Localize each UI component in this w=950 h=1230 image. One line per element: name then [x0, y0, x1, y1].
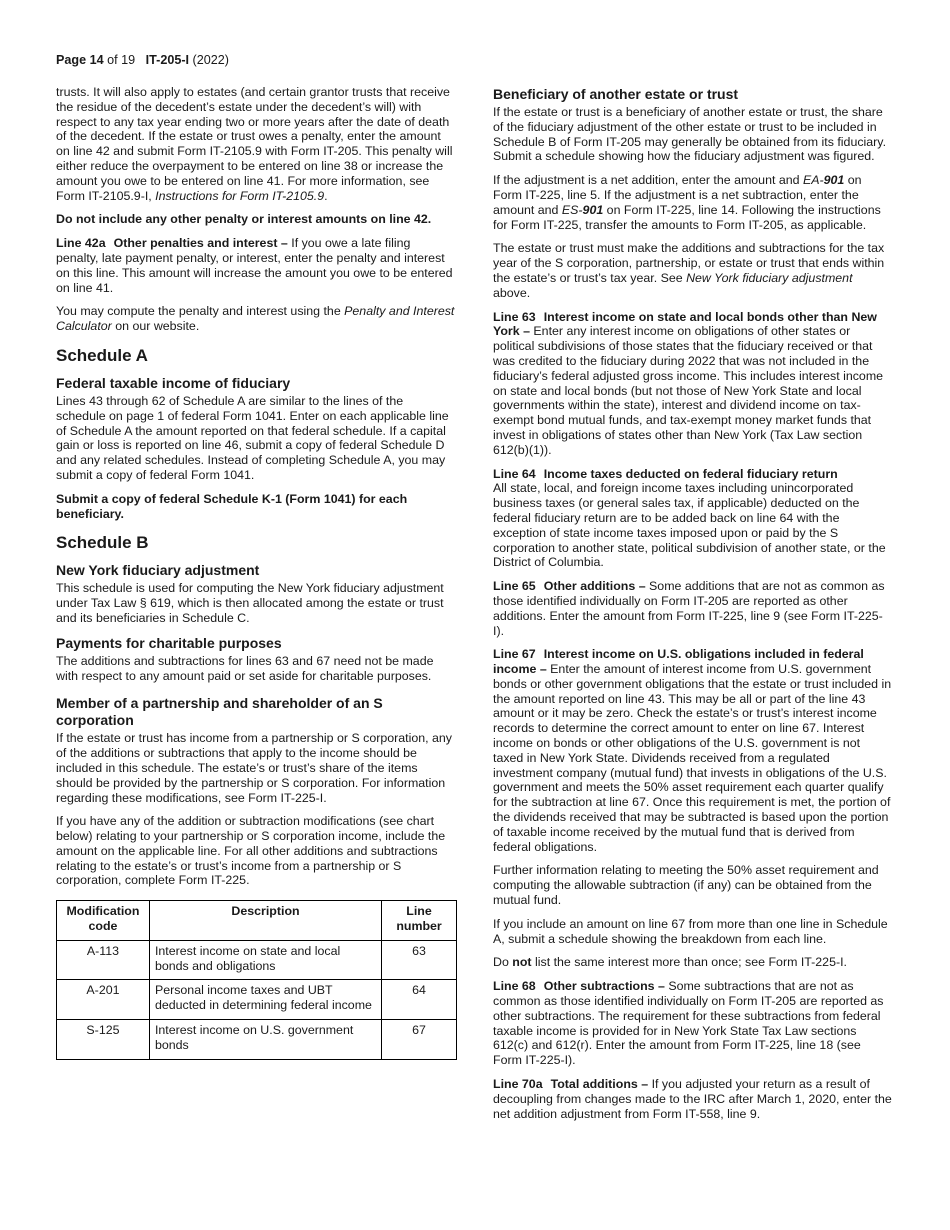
modification-description: Interest income on U.S. government bonds [149, 1020, 381, 1060]
partnership-heading: Member of a partnership and shareholder of an S corporation [56, 695, 383, 729]
table-row [57, 940, 457, 980]
beneficiary-heading: Beneficiary of another estate or trust [493, 86, 739, 102]
federal-taxable-income-text: Lines 43 through 62 of Schedule A are similar to the lines of the schedule on page 1 of federal Form 1041. Enter on each applicable line of Schedule A the amount reported on that federal schedule. If a capital gain or loss is reported on line 46, submit a copy of federal Schedule D and any related schedules. Instead of completing Schedule A, you may submit a copy of federal Form 1041. [56, 393, 449, 482]
table-header-row [57, 901, 457, 941]
modification-description: Interest income on state and local bonds and obligations [149, 940, 381, 980]
line-number: 64 [382, 980, 457, 1020]
table-header: Description [149, 901, 381, 941]
line-42a-paragraph: Line 42a Other penalties and interest – If you owe a late filing penalty, late payment penalty, or interest, enter the penalty and interest on this line. This amount will increase the amount you owe to be entered on line 41. [56, 236, 453, 295]
beneficiary-text-2: If the adjustment is a net addition, enter the amount and EA-901 on Form IT-225, line 5. If the adjustment is a net subtraction, enter the amount and ES-901 on Form IT-225, line 14. Following the instructions for Form IT-225, transfer the amounts to Form IT-205, as applicable. [493, 173, 881, 232]
charitable-purposes-text: The additions and subtractions for lines 63 and 67 need not be made with respect to any amount paid or set aside for charitable purposes. [56, 653, 434, 683]
ny-fiduciary-adjustment-heading: New York fiduciary adjustment [56, 562, 260, 579]
no-other-penalty-note: Do not include any other penalty or interest amounts on line 42. [56, 212, 432, 227]
line-64-paragraph: Line 64 Income taxes deducted on federal fiduciary return All state, local, and foreign income taxes including unincorporated business taxes (or general sales tax, if applicable) deducted on the federal fiduciary return are to be added back on line 64 with the exception of state income taxes imposed upon or paid by the S corporation to another state, political subdivision of another state, or the District of Columbia. [493, 466, 886, 570]
do-not-list-paragraph: Do not list the same interest more than once; see Form IT-225-I. [493, 955, 847, 970]
charitable-purposes-heading: Payments for charitable purposes [56, 634, 282, 651]
right-column [493, 86, 893, 1130]
modification-table [56, 900, 457, 1059]
modification-code: S-125 [57, 1020, 150, 1060]
form-year: (2022) [192, 53, 229, 67]
beneficiary-text-3: The estate or trust must make the additions and subtractions for the tax year of the S corporation, partnership, or estate or trust that ends within the estate’s or trust’s tax year. See New York fiduciary adjustment above. [493, 241, 885, 300]
calculator-paragraph: You may compute the penalty and interest using the Penalty and Interest Calculator on our website. [56, 304, 455, 334]
penalty-paragraph: trusts. It will also apply to estates (and certain grantor trusts that receive the residue of the decedent’s estate under the decedent’s will) with respect to any tax year ending two or more years after the date of death of the decedent. If the estate or trust owes a penalty, enter the amount on line 42 and submit Form IT-2105.9 with Form IT-205. This penalty will either reduce the overpayment to be entered on line 38 or increase the amount you owe to be entered on line 41. For more information, see Form IT-2105.9-I, Instructions for Form IT-2105.9. [56, 85, 453, 203]
line-70a-paragraph: Line 70a Total additions – If you adjusted your return as a result of decoupling from changes made to the IRC after March 1, 2020, enter the net addition adjustment from Form IT-558, line 9. [493, 1077, 892, 1121]
line-63-paragraph: Line 63 Interest income on state and local bonds other than New York – Enter any interest income on obligations of other states or political subdivisions of those states that the fiduciary received or that was credited to the fiduciary during 2022 that was not included in the fiduciary’s federal adjusted gross income. This includes interest income on state and local bonds (but not those of New York State and local governments within the state), interest and dividend income on tax-exempt bond mutual funds, and tax-exempt money market funds that invest in obligations of states other than New York (Tax Law section 612(b)(1)). [493, 309, 884, 457]
line-68-paragraph: Line 68 Other subtractions – Some subtractions that are not as common as those identified individually on Form IT-205 are reported as other subtractions. The requirement for these subtractions from federal taxable income is provided for in New York State Tax Law sections 612(c) and 612(r). Enter the amount from Form IT-225, line 18 (see Form IT-225-I). [493, 979, 884, 1068]
page-header [56, 53, 229, 68]
penalty-calculator-link: Penalty and Interest Calculator [56, 304, 455, 334]
table-header: Modification code [57, 901, 150, 941]
line-67-paragraph: Line 67 Interest income on U.S. obligations included in federal income – Enter the amount of interest income from U.S. government bonds or other government obligations that the estate or trust included in the amount reported on line 43. This may be all or part of the line 43 amount or it may be zero. Check the estate’s or trust’s interest income records to determine the correct amount to enter on line 67. Interest income on bonds or other obligations of the U.S. government is not taxed in New York State. Dividends received from a regulated investment company (mutual fund) that invests in obligations of the U.S. government and meets the 50% asset requirement each quarter qualify for the subtraction at line 67. Once this requirement is met, the portion of the dividends received that may be subtracted is based upon the portion of taxable income received by the mutual fund that is derived from federal obligations. [493, 647, 892, 854]
modification-code: A-201 [57, 980, 150, 1020]
page-of: of 19 [107, 53, 136, 67]
line-number: 63 [382, 940, 457, 980]
k1-note: Submit a copy of federal Schedule K-1 (Form 1041) for each beneficiary. [56, 491, 408, 521]
federal-taxable-income-heading: Federal taxable income of fiduciary [56, 374, 291, 391]
ny-fiduciary-adjustment-text: This schedule is used for computing the New York fiduciary adjustment under Tax Law § 619, which is then allocated among the estate or trust and its beneficiaries in Schedule C. [56, 581, 444, 625]
table-row [57, 1020, 457, 1060]
line-65-paragraph: Line 65 Other additions – Some additions that are not as common as those identified individually on Form IT-205 are reported as other additions. Enter the amount from Form IT-225, line 9 (see Form IT-225-I). [493, 579, 885, 638]
modification-description: Personal income taxes and UBT deducted in determining federal income [149, 980, 381, 1020]
table-row [57, 980, 457, 1020]
modification-code: A-113 [57, 940, 150, 980]
line-number: 67 [382, 1020, 457, 1060]
page-label: Page 14 [56, 53, 104, 67]
table-header: Line number [382, 901, 457, 941]
beneficiary-text-1: If the estate or trust is a beneficiary of another estate or trust, the share of the fiduciary adjustment of the other estate or trust to be included in Schedule B of Form IT-205 may generally be obtained from its fiduciary. Submit a schedule showing how the fiduciary adjustment was figured. [493, 105, 887, 164]
schedule-b-heading: Schedule B [56, 533, 149, 553]
further-info-paragraph: Further information relating to meeting the 50% asset requirement and computing the allowable subtraction (if any) can be obtained from the mutual fund. [493, 863, 879, 908]
partnership-text-2: If you have any of the addition or subtraction modifications (see chart below) relating to your partnership or S corporation income, include the amount on the applicable line. For all other additions and subtractions relating to the estate’s or trust’s income from a partnership or S corporation, complete Form IT-225. [56, 814, 446, 888]
left-column [56, 85, 456, 1060]
form-id: IT-205-I [145, 53, 190, 67]
schedule-a-heading: Schedule A [56, 345, 148, 365]
multiple-lines-paragraph: If you include an amount on line 67 from more than one line in Schedule A, submit a schedule showing the breakdown from each line. [493, 916, 888, 946]
partnership-text-1: If the estate or trust has income from a partnership or S corporation, any of the additions or subtractions that apply to the income should be included in this schedule. The estate’s or trust’s share of the items should be provided by the partnership or S corporation. For information regarding these modifications, see Form IT-225-I. [56, 731, 453, 805]
